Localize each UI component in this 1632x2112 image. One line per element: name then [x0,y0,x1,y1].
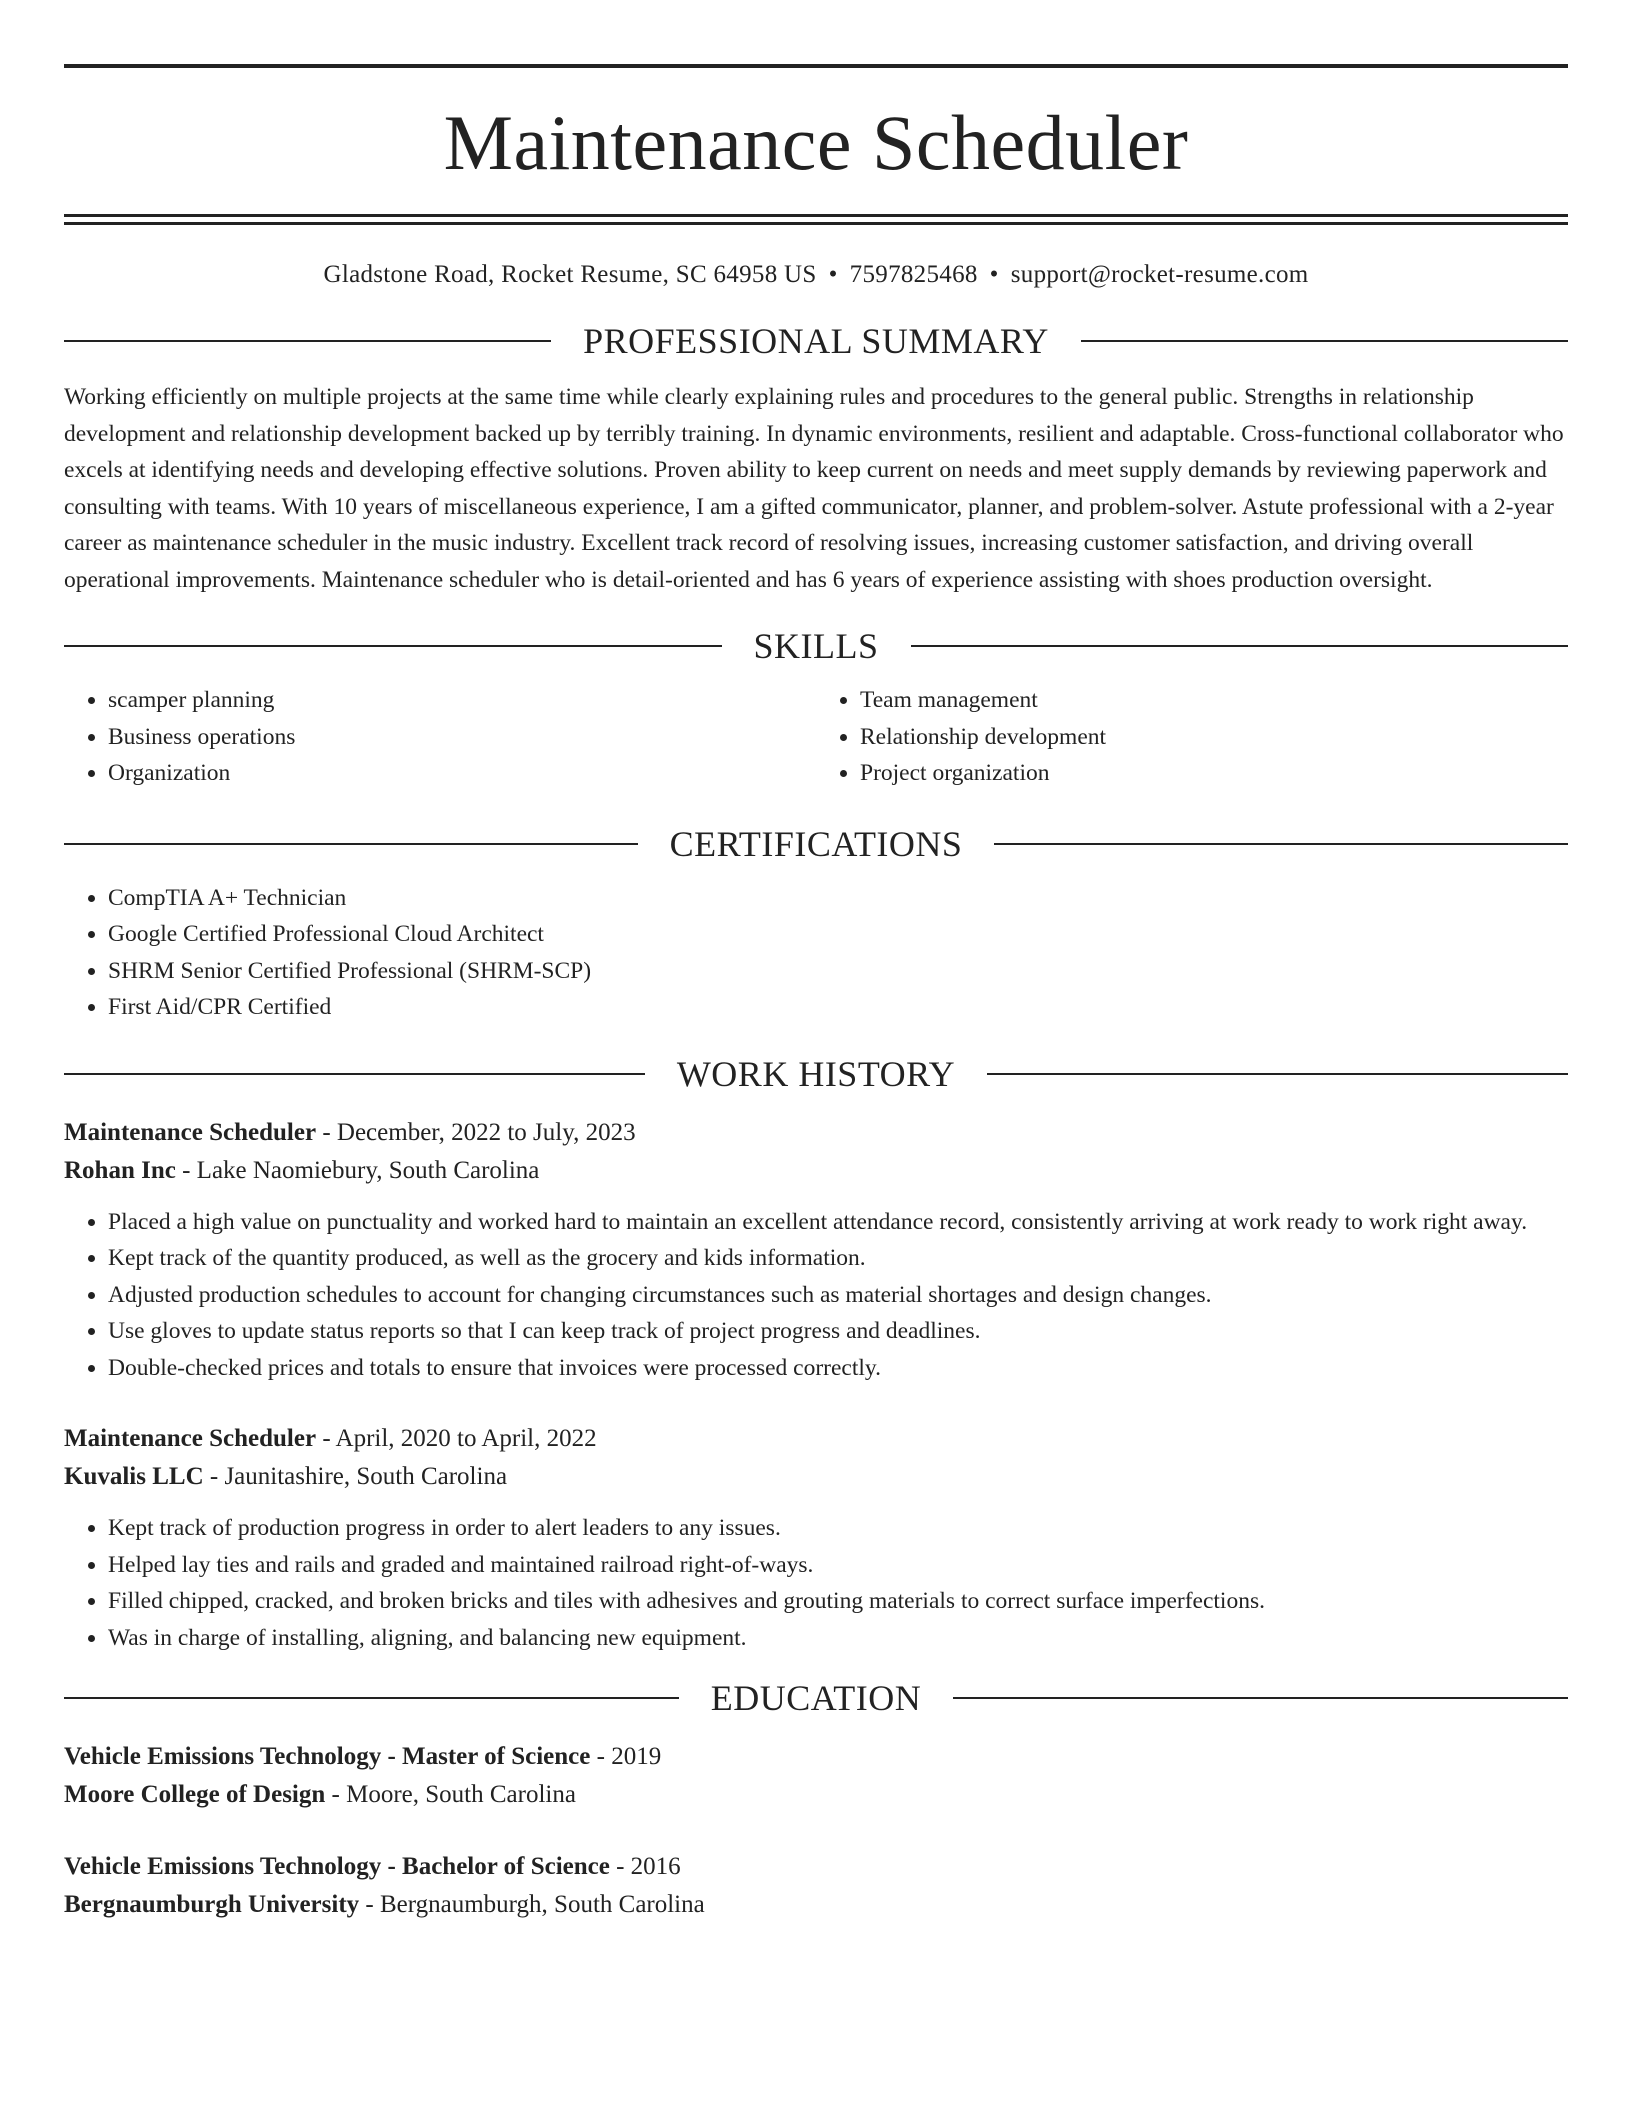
education-school: Bergnaumburgh University [64,1891,360,1918]
education-school-line [64,1886,1568,1924]
section-rule-right [987,1073,1568,1075]
job-bullets [64,1510,1568,1656]
section-rule-right [911,645,1569,647]
job-title-line [64,1420,1568,1458]
resume-name: Maintenance Scheduler [443,99,1189,186]
job-bullets [64,1204,1568,1387]
section-rule-left [64,1697,679,1699]
job-title: Maintenance Scheduler [64,1425,317,1452]
contact-email: support@rocket-resume.com [1010,261,1309,288]
job-bullet: • Filled chipped, cracked, and broken bricks and tiles with adhesives and grouting materials to correct surface imperfections. [108,1583,1568,1620]
certification-item: • CompTIA A+ Technician [108,880,1568,917]
job-bullet: • Use gloves to update status reports so that I can keep track of project progress and deadlines. [108,1313,1568,1350]
job-bullet: • Placed a high value on punctuality and worked hard to maintain an excellent attendance record, consistently arriving at work ready to work right away. [108,1204,1568,1241]
job-entry [64,1114,1568,1387]
contact-separator: • [989,261,999,288]
section-rule-left [64,1073,645,1075]
skills-column-left [64,682,816,792]
skills-list [64,682,1568,792]
job-bullet: • Kept track of production progress in order to alert leaders to any issues. [108,1510,1568,1547]
section-rule-right [1081,340,1568,342]
education-location: - Bergnaumburgh, South Carolina [359,1891,705,1918]
skill-item: • Relationship development [860,719,1568,756]
job-bullet: • Helped lay ties and rails and graded and maintained railroad right-of-ways. [108,1547,1568,1584]
job-bullet: • Adjusted production schedules to account for changing circumstances such as material shortages and design changes. [108,1277,1568,1314]
section-rule-left [64,340,551,342]
job-dates: - April, 2020 to April, 2022 [316,1425,597,1452]
education-degree: Vehicle Emissions Technology - Bachelor of Science [64,1853,610,1880]
header-top-rule [64,64,1568,68]
job-entry [64,1420,1568,1656]
skill-item: • Team management [860,682,1568,719]
summary-heading: PROFESSIONAL SUMMARY [583,321,1049,361]
job-location: - Lake Naomiebury, South Carolina [175,1156,540,1184]
education-location: - Moore, South Carolina [325,1781,576,1808]
summary-section-header [64,323,1568,359]
education-school: Moore College of Design [64,1781,326,1808]
job-title: Maintenance Scheduler [64,1118,317,1146]
education-school-line [64,1776,1568,1814]
job-dates: - December, 2022 to July, 2023 [316,1118,636,1146]
job-bullet: • Double-checked prices and totals to ensure that invoices were processed correctly. [108,1350,1568,1387]
section-rule-left [64,645,722,647]
job-title-line [64,1114,1568,1152]
contact-address: Gladstone Road, Rocket Resume, SC 64958 US [323,261,817,288]
education-entry [64,1848,1568,1924]
education-section-header [64,1680,1568,1716]
education-heading: EDUCATION [710,1678,922,1718]
education-year: - 2019 [590,1743,662,1770]
education-year: - 2016 [609,1853,681,1880]
education-degree: Vehicle Emissions Technology - Master of Science [64,1743,591,1770]
education-entry [64,1738,1568,1814]
job-company-line [64,1458,1568,1496]
job-company: Kuvalis LLC [64,1463,204,1490]
job-company-line [64,1152,1568,1190]
skill-item: • scamper planning [108,682,816,719]
certification-item: • Google Certified Professional Cloud Architect [108,916,1568,953]
certifications-section-header [64,823,1568,864]
certification-item: • First Aid/CPR Certified [108,989,1568,1026]
section-rule-left [64,843,638,845]
education-degree-line [64,1848,1568,1886]
skills-heading: SKILLS [753,626,879,666]
job-location: - Jaunitashire, South Carolina [203,1463,508,1490]
skill-item: • Project organization [860,755,1568,792]
section-rule-right [994,843,1568,845]
work-section-header [64,1053,1568,1094]
education-degree-line [64,1738,1568,1776]
contact-phone: 7597825468 [849,261,978,288]
skill-item: • Business operations [108,719,816,756]
header-double-rule [64,214,1568,225]
job-bullet: • Was in charge of installing, aligning, and balancing new equipment. [108,1620,1568,1657]
job-company: Rohan Inc [64,1156,176,1184]
skills-column-right [816,682,1568,792]
job-bullet: • Kept track of the quantity produced, as well as the grocery and kids information. [108,1240,1568,1277]
certifications-list [64,880,1568,1026]
contact-separator: • [828,261,838,288]
certification-item: • SHRM Senior Certified Professional (SHRM-SCP) [108,953,1568,990]
certifications-heading: CERTIFICATIONS [669,823,963,864]
section-rule-right [953,1697,1568,1699]
skill-item: • Organization [108,755,816,792]
contact-line [64,261,1568,289]
skills-section-header [64,628,1568,664]
work-heading: WORK HISTORY [676,1053,956,1094]
summary-text: Working efficiently on multiple projects at the same time while clearly explaining rules and procedures to the general public. Strengths in relationship development and relationship development backed up by terribly training. In dynamic environments, resilient and adaptable. Cross-functional collaborator who excels at identifying needs and developing effective solutions. Proven ability to keep current on needs and meet supply demands by reviewing paperwork and consulting with teams. With 10 years of miscellaneous experience, I am a gifted communicator, planner, and problem-solver. Astute professional with a 2-year career as maintenance scheduler in the music industry. Excellent track record of resolving issues, increasing customer satisfaction, and driving overall operational improvements. Maintenance scheduler who is detail-oriented and has 6 years of experience assisting with shoes production oversight. [64,384,1564,593]
